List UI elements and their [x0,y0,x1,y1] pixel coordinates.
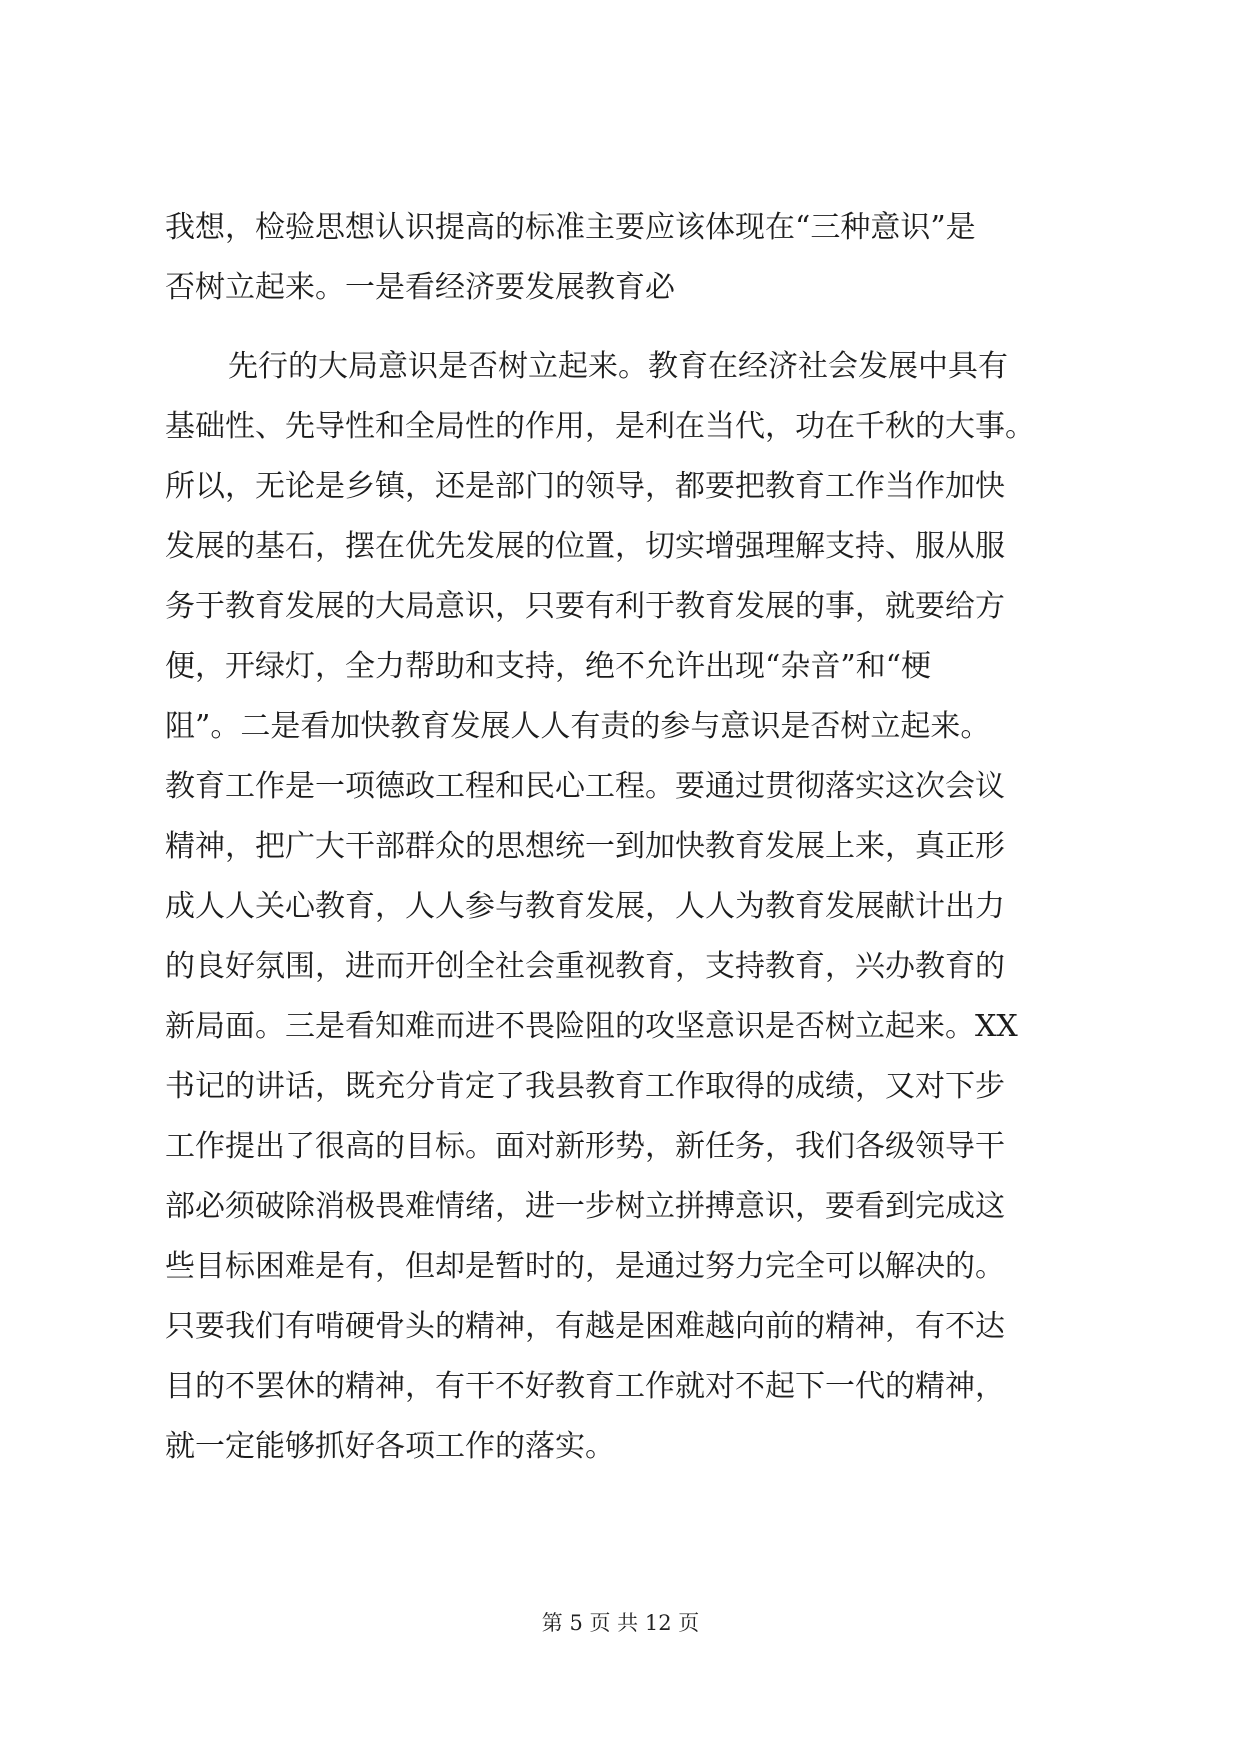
paragraph-2-line-5: 务于教育发展的大局意识，只要有利于教育发展的事，就要给方 [165,589,1005,624]
paragraph-2-line-13: 书记的讲话，既充分肯定了我县教育工作取得的成绩，又对下步 [165,1069,1005,1104]
paragraph-2-line-6: 便，开绿灯，全力帮助和支持，绝不允许出现“杂音”和“梗 [165,649,932,684]
paragraph-2-line-10: 成人人关心教育，人人参与教育发展，人人为教育发展献计出力 [165,889,1005,924]
paragraph-2-line-12: 新局面。三是看知难而进不畏险阻的攻坚意识是否树立起来。XX [165,1009,1018,1044]
paragraph-2-line-15: 部必须破除消极畏难情绪，进一步树立拼搏意识，要看到完成这 [165,1189,1005,1224]
paragraph-2-line-18: 目的不罢休的精神，有干不好教育工作就对不起下一代的精神， [165,1369,1005,1404]
paragraph-2-line-11: 的良好氛围，进而开创全社会重视教育，支持教育，兴办教育的 [165,949,1005,984]
paragraph-1-line-1: 我想，检验思想认识提高的标准主要应该体现在“三种意识”是 [165,210,976,245]
paragraph-2-line-4: 发展的基石，摆在优先发展的位置，切实增强理解支持、服从服 [165,529,1005,564]
paragraph-2-line-9: 精神，把广大干部群众的思想统一到加快教育发展上来，真正形 [165,829,1005,864]
paragraph-2-line-8: 教育工作是一项德政工程和民心工程。要通过贯彻落实这次会议 [165,769,1005,804]
paragraph-2-line-3: 所以，无论是乡镇，还是部门的领导，都要把教育工作当作加快 [165,469,1005,504]
paragraph-1-line-2: 否树立起来。一是看经济要发展教育必 [165,270,675,305]
paragraph-2-line-1: 先行的大局意识是否树立起来。教育在经济社会发展中具有 [228,349,1008,384]
page-number-footer: 第 5 页 共 12 页 [541,1611,700,1635]
paragraph-2-line-17: 只要我们有啃硬骨头的精神，有越是困难越向前的精神，有不达 [165,1309,1005,1344]
paragraph-2-line-2: 基础性、先导性和全局性的作用，是利在当代，功在千秋的大事。 [165,409,1035,444]
paragraph-2-line-16: 些目标困难是有，但却是暂时的，是通过努力完全可以解决的。 [165,1249,1005,1284]
paragraph-2-line-19: 就一定能够抓好各项工作的落实。 [165,1429,615,1464]
paragraph-2-line-14: 工作提出了很高的目标。面对新形势，新任务，我们各级领导干 [165,1129,1005,1164]
paragraph-2-line-7: 阻”。二是看加快教育发展人人有责的参与意识是否树立起来。 [165,709,991,744]
